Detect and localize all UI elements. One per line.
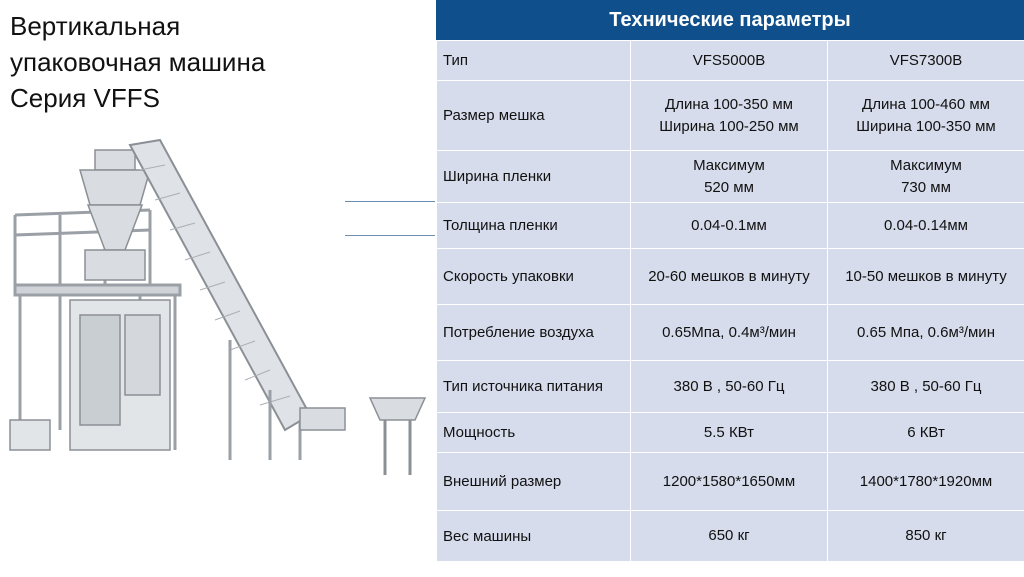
- table-row: [437, 305, 1024, 361]
- cell-text-line: Ширина 100-350 мм: [856, 117, 996, 135]
- vfs5000b-value: [631, 249, 828, 305]
- cell-text-line: Максимум: [693, 156, 765, 174]
- table-row: [437, 81, 1024, 151]
- table-row: [437, 511, 1024, 562]
- vfs5000b-value: [631, 511, 828, 562]
- param-label: Тип: [437, 41, 631, 81]
- param-label: Потребление воздуха: [437, 305, 631, 361]
- vffs-machine-illustration: [0, 130, 435, 577]
- table-row: [437, 249, 1024, 305]
- vfs7300b-value: [828, 41, 1024, 81]
- cell-text-line: VFS5000B: [692, 51, 766, 69]
- cell-text-line: 650 кг: [708, 527, 750, 544]
- cell-text-line: 20-60 мешков в минуту: [648, 267, 810, 285]
- vfs5000b-value: [631, 41, 828, 81]
- cell-text-line: 0.65Мпа, 0.4м³/мин: [662, 323, 796, 341]
- vfs7300b-value: [828, 151, 1024, 203]
- param-label: Ширина пленки: [437, 151, 631, 203]
- callout-line-1: [345, 201, 435, 202]
- vfs7300b-value: [828, 413, 1024, 453]
- cell-text-line: 0.04-0.1мм: [691, 216, 767, 234]
- cell-text-line: 380 В , 50-60 Гц: [870, 377, 982, 395]
- vfs5000b-value: [631, 305, 828, 361]
- vfs7300b-value: [828, 361, 1024, 413]
- vfs5000b-value: [631, 203, 828, 249]
- title-line-2: упаковочная машина: [10, 47, 266, 77]
- cell-text-line: 380 В , 50-60 Гц: [673, 377, 785, 395]
- cell-text-line: 0.04-0.14мм: [883, 216, 968, 234]
- cell-text-line: 730 мм: [901, 178, 951, 196]
- table-row: [437, 453, 1024, 511]
- cell-text-line: Длина 100-460 мм: [862, 95, 990, 113]
- cell-text-line: 6 КВт: [907, 423, 945, 441]
- vfs7300b-value: [828, 305, 1024, 361]
- param-label: Толщина пленки: [437, 203, 631, 249]
- table-row: [437, 361, 1024, 413]
- cell-text-line: 0.65 Мпа, 0.6м³/мин: [857, 323, 995, 341]
- table-row: [437, 41, 1024, 81]
- cell-text-line: 850 кг: [905, 527, 947, 544]
- table-row: [437, 203, 1024, 249]
- vfs5000b-value: [631, 413, 828, 453]
- vfs5000b-value: [631, 81, 828, 151]
- specs-table-header: Технические параметры: [436, 0, 1024, 40]
- cell-text-line: Максимум: [890, 156, 962, 174]
- param-label: Внешний размер: [437, 453, 631, 511]
- param-label: Размер мешка: [437, 81, 631, 151]
- cell-text-line: Длина 100-350 мм: [665, 95, 793, 113]
- param-label: Мощность: [437, 413, 631, 453]
- title-line-3: Серия VFFS: [10, 83, 160, 113]
- cell-text-line: 1400*1780*1920мм: [859, 472, 993, 490]
- page-title: [10, 8, 265, 116]
- cell-text-line: 10-50 мешков в минуту: [845, 267, 1007, 285]
- specs-table: [436, 0, 1024, 577]
- vfs7300b-value: [828, 249, 1024, 305]
- title-line-1: Вертикальная: [10, 11, 181, 41]
- callout-line-2: [345, 235, 435, 236]
- vfs5000b-value: [631, 361, 828, 413]
- param-label: Вес машины: [437, 511, 631, 562]
- vfs5000b-value: [631, 151, 828, 203]
- cell-text-line: 1200*1580*1650мм: [662, 472, 796, 490]
- vfs7300b-value: [828, 81, 1024, 151]
- table-row: [437, 151, 1024, 203]
- vfs7300b-value: [828, 453, 1024, 511]
- cell-text-line: Ширина 100-250 мм: [659, 117, 799, 135]
- cell-text-line: 520 мм: [704, 178, 754, 196]
- vfs5000b-value: [631, 453, 828, 511]
- param-label: Скорость упаковки: [437, 249, 631, 305]
- cell-text-line: VFS7300B: [889, 51, 963, 69]
- table-row: [437, 413, 1024, 453]
- param-label: Тип источника питания: [437, 361, 631, 413]
- vfs7300b-value: [828, 511, 1024, 562]
- vfs7300b-value: [828, 203, 1024, 249]
- specs-table-body: [437, 41, 1024, 562]
- cell-text-line: 5.5 КВт: [703, 423, 755, 441]
